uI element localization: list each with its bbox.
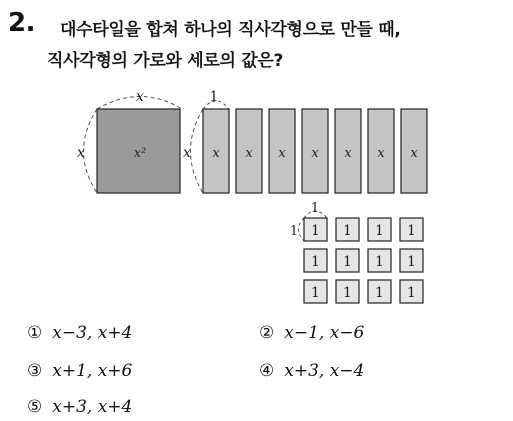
unit-tile-left-label: 1 — [289, 224, 299, 239]
unit-tile-label: 1 — [407, 254, 416, 270]
unit-tile-label: 1 — [311, 254, 320, 270]
x-tile-label: x — [377, 146, 385, 161]
x-squared-left-arc — [84, 109, 98, 193]
unit-tile-top-label: 1 — [310, 201, 320, 216]
unit-tile-label: 1 — [407, 223, 416, 239]
x-tile-left-arc — [191, 109, 204, 193]
x-squared-left-label: x — [77, 145, 85, 161]
x-tiles-group — [183, 89, 427, 193]
choice-4-mark: ④ — [259, 361, 275, 381]
x-tile-label: x — [278, 146, 286, 161]
unit-tile-label: 1 — [375, 254, 384, 270]
choice-3-mark: ③ — [27, 361, 43, 381]
choice-2-mark: ② — [259, 323, 275, 343]
x-squared-tile-group — [77, 89, 182, 193]
choice-3-expression: x+1, x+6 — [52, 361, 133, 381]
x-squared-tile-label: x² — [133, 146, 147, 161]
choice-4-expression: x+3, x−4 — [284, 361, 365, 381]
x-tile-label: x — [311, 146, 319, 161]
choice-2[interactable] — [259, 323, 364, 343]
unit-tile-label: 1 — [375, 285, 384, 301]
choice-2-expression: x−1, x−6 — [284, 323, 365, 343]
unit-tile-label: 1 — [375, 223, 384, 239]
unit-tile-label: 1 — [311, 285, 320, 301]
x-tile-label: x — [410, 146, 418, 161]
unit-tile-label: 1 — [311, 223, 320, 239]
unit-tile-label: 1 — [343, 254, 352, 270]
choice-4[interactable] — [259, 361, 364, 381]
x-tile-label: x — [212, 146, 220, 161]
choice-1-expression: x−3, x+4 — [52, 323, 133, 343]
unit-tile-label: 1 — [343, 285, 352, 301]
choice-5[interactable] — [27, 397, 132, 417]
x-tile-left-label: x — [183, 145, 191, 161]
unit-tile-left-arc — [299, 218, 305, 241]
question-text-line-1: 대수타일을 합쳐 하나의 직사각형으로 만들 때, — [60, 20, 401, 40]
choice-5-mark: ⑤ — [27, 397, 43, 417]
choice-1[interactable] — [27, 323, 132, 343]
choice-5-expression: x+3, x+4 — [52, 397, 133, 417]
x-squared-top-label: x — [136, 89, 144, 105]
unit-tile-label: 1 — [343, 223, 352, 239]
question-text-line-2: 직사각형의 가로와 세로의 값은? — [47, 51, 284, 71]
question-number: 2. — [8, 8, 35, 38]
x-tile-width-label: 1 — [209, 89, 219, 105]
unit-tile-label: 1 — [407, 285, 416, 301]
x-tile-label: x — [245, 146, 253, 161]
choice-3[interactable] — [27, 361, 132, 381]
x-tile-label: x — [344, 146, 352, 161]
choice-1-mark: ① — [27, 323, 43, 343]
unit-tiles-group — [290, 201, 423, 303]
